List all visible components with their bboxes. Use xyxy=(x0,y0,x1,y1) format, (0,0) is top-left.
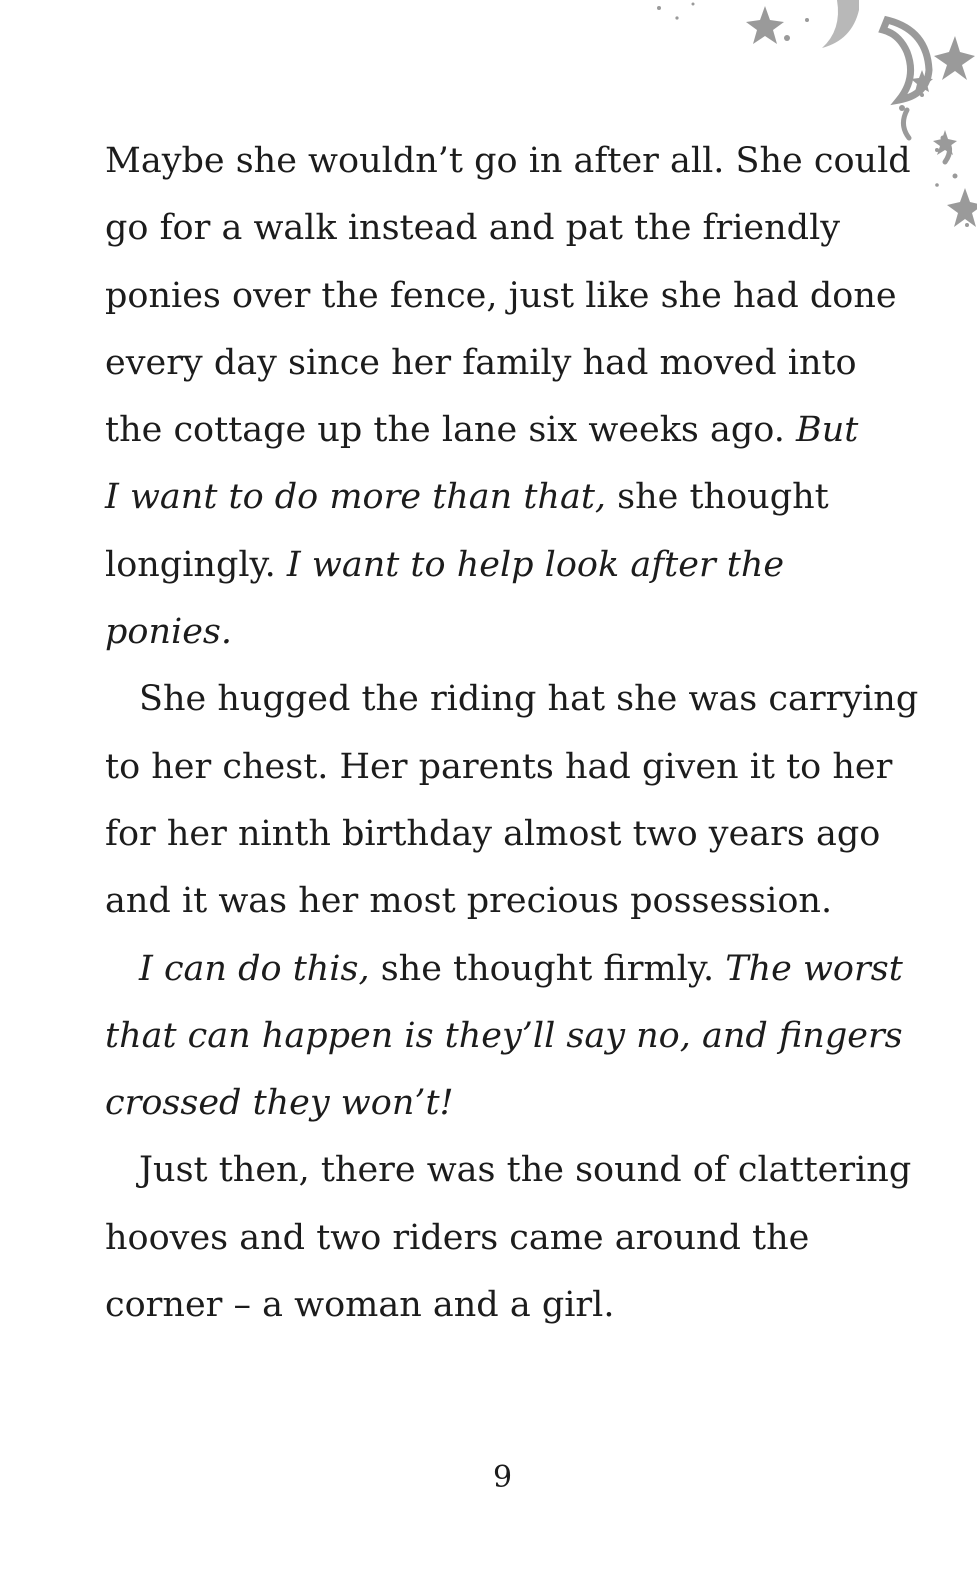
text-line: and it was her most precious possession. xyxy=(105,881,833,922)
text-line: Maybe she wouldn’t go in after all. She could xyxy=(105,141,911,181)
text-line: hooves and two riders came around the xyxy=(105,1217,810,1258)
text-line: ponies over the fence, just like she had done xyxy=(105,275,897,316)
text-line: the cottage up the lane six weeks ago. But xyxy=(105,410,859,451)
text-line: She hugged the riding hat she was carrying xyxy=(139,679,919,720)
text-line: to her chest. Her parents had given it to her xyxy=(105,746,893,787)
text-line: for her ninth birthday almost two years ago xyxy=(105,813,881,854)
text-line: crossed they won’t! xyxy=(105,1083,454,1124)
text-line: every day since her family had moved into xyxy=(105,342,857,383)
text-line: ponies. xyxy=(105,612,233,653)
text-line: that can happen is they’ll say no, and fingers xyxy=(105,1015,903,1056)
page-number: 9 xyxy=(492,1460,513,1495)
text-line: I want to do more than that, she thought xyxy=(105,477,829,518)
text-line: corner – a woman and a girl. xyxy=(105,1285,615,1326)
text-line: I can do this, she thought firmly. The worst xyxy=(139,948,903,989)
text-line: longingly. I want to help look after the xyxy=(105,544,785,585)
text-line: Just then, there was the sound of clattering xyxy=(139,1150,912,1191)
text-line: go for a walk instead and pat the friendly xyxy=(105,208,841,249)
body-text xyxy=(105,128,919,1339)
